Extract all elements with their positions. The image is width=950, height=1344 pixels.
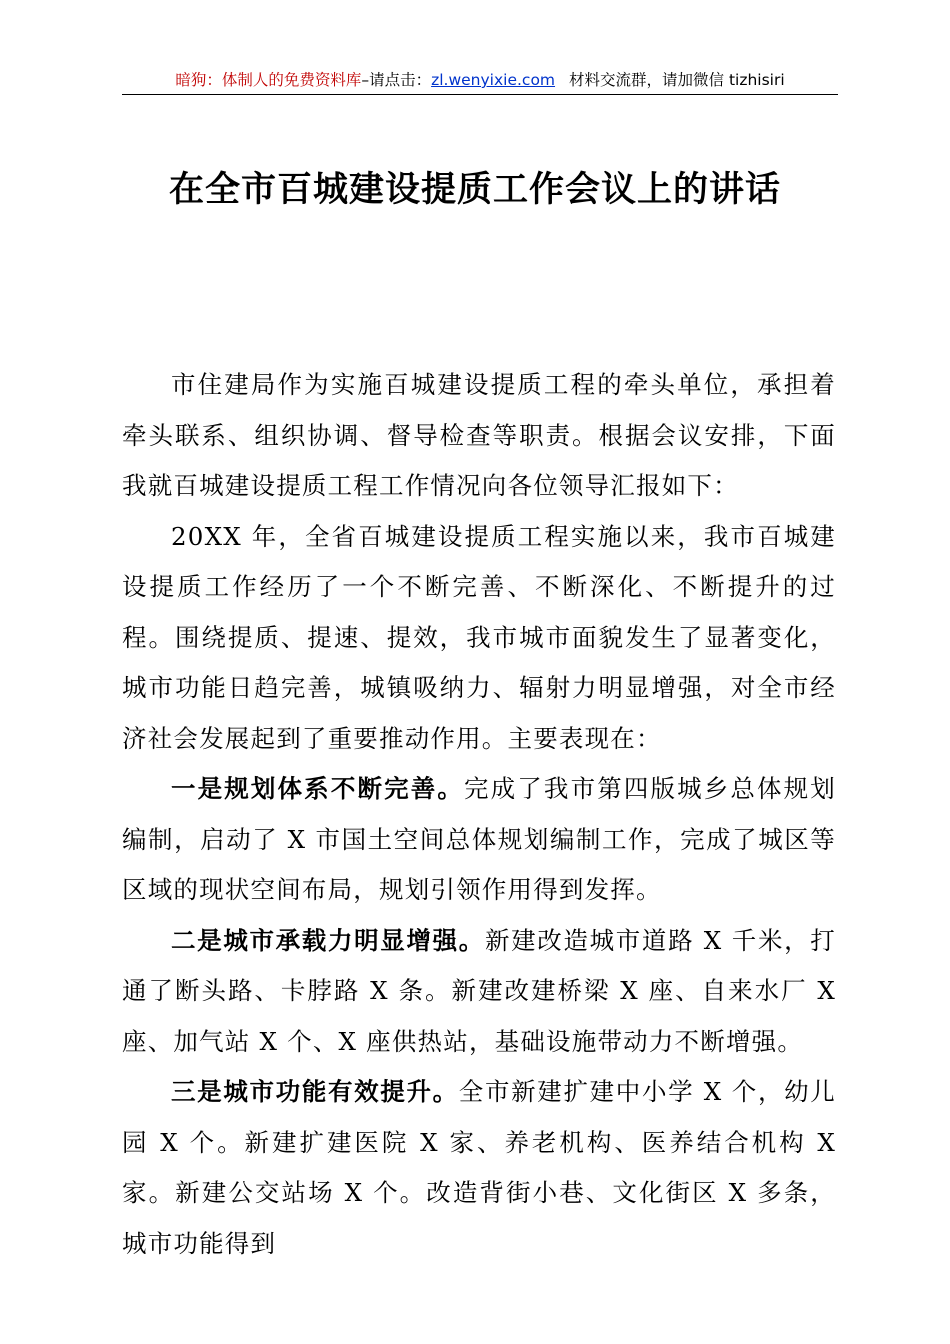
paragraph-text: 完成了我市第四版城乡总体规划编制，启动了 X 市国土空间总体规划编制工作，完成了城区等区域的现状空间布局，规划引领作用得到发挥。 — [122, 774, 836, 904]
header-contact: 材料交流群，请加微信 tizhisiri — [569, 71, 785, 89]
paragraph-lead: 一是规划体系不断完善。 — [171, 774, 465, 803]
page-header — [122, 66, 838, 95]
paragraph-text: 全市新建扩建中小学 X 个，幼儿园 X 个。新建扩建医院 X 家、养老机构、医养结合机构 X 家。新建公交站场 X 个。改造背街小巷、文化街区 X 多条，城市功能得到 — [122, 1077, 836, 1258]
paragraph — [122, 1067, 836, 1269]
paragraph — [122, 512, 836, 765]
header-click-label: –请点击： — [361, 71, 432, 89]
paragraph-lead: 二是城市承载力明显增强。 — [171, 925, 485, 955]
paragraph-text: 20XX 年，全省百城建设提质工程实施以来，我市百城建设提质工作经历了一个不断完善、不断深化、不断提升的过程。围绕提质、提速、提效，我市城市面貌发生了显著变化，城市功能日趋完善，城镇吸纳力、辐射力明显增强，对全市经济社会发展起到了重要推动作用。主要表现在： — [122, 521, 836, 753]
header-link[interactable]: zl.wenyixie.com — [431, 71, 556, 89]
document-body — [122, 360, 836, 1269]
paragraph — [122, 916, 836, 1068]
header-site-name: 暗狗：体制人的免费资料库 — [175, 71, 362, 89]
document-title: 在全市百城建设提质工作会议上的讲话 — [168, 169, 781, 210]
paragraph-lead: 三是城市功能有效提升。 — [171, 1077, 459, 1106]
paragraph-text: 市住建局作为实施百城建设提质工程的牵头单位，承担着牵头联系、组织协调、督导检查等职责。根据会议安排，下面我就百城建设提质工程工作情况向各位领导汇报如下： — [122, 370, 836, 500]
paragraph — [122, 360, 836, 512]
paragraph — [122, 764, 836, 916]
paragraph-text: 新建改造城市道路 X 千米，打通了断头路、卡脖路 X 条。新建改建桥梁 X 座、自来水厂 X 座、加气站 X 个、X 座供热站，基础设施带动力不断增强。 — [122, 925, 836, 1056]
